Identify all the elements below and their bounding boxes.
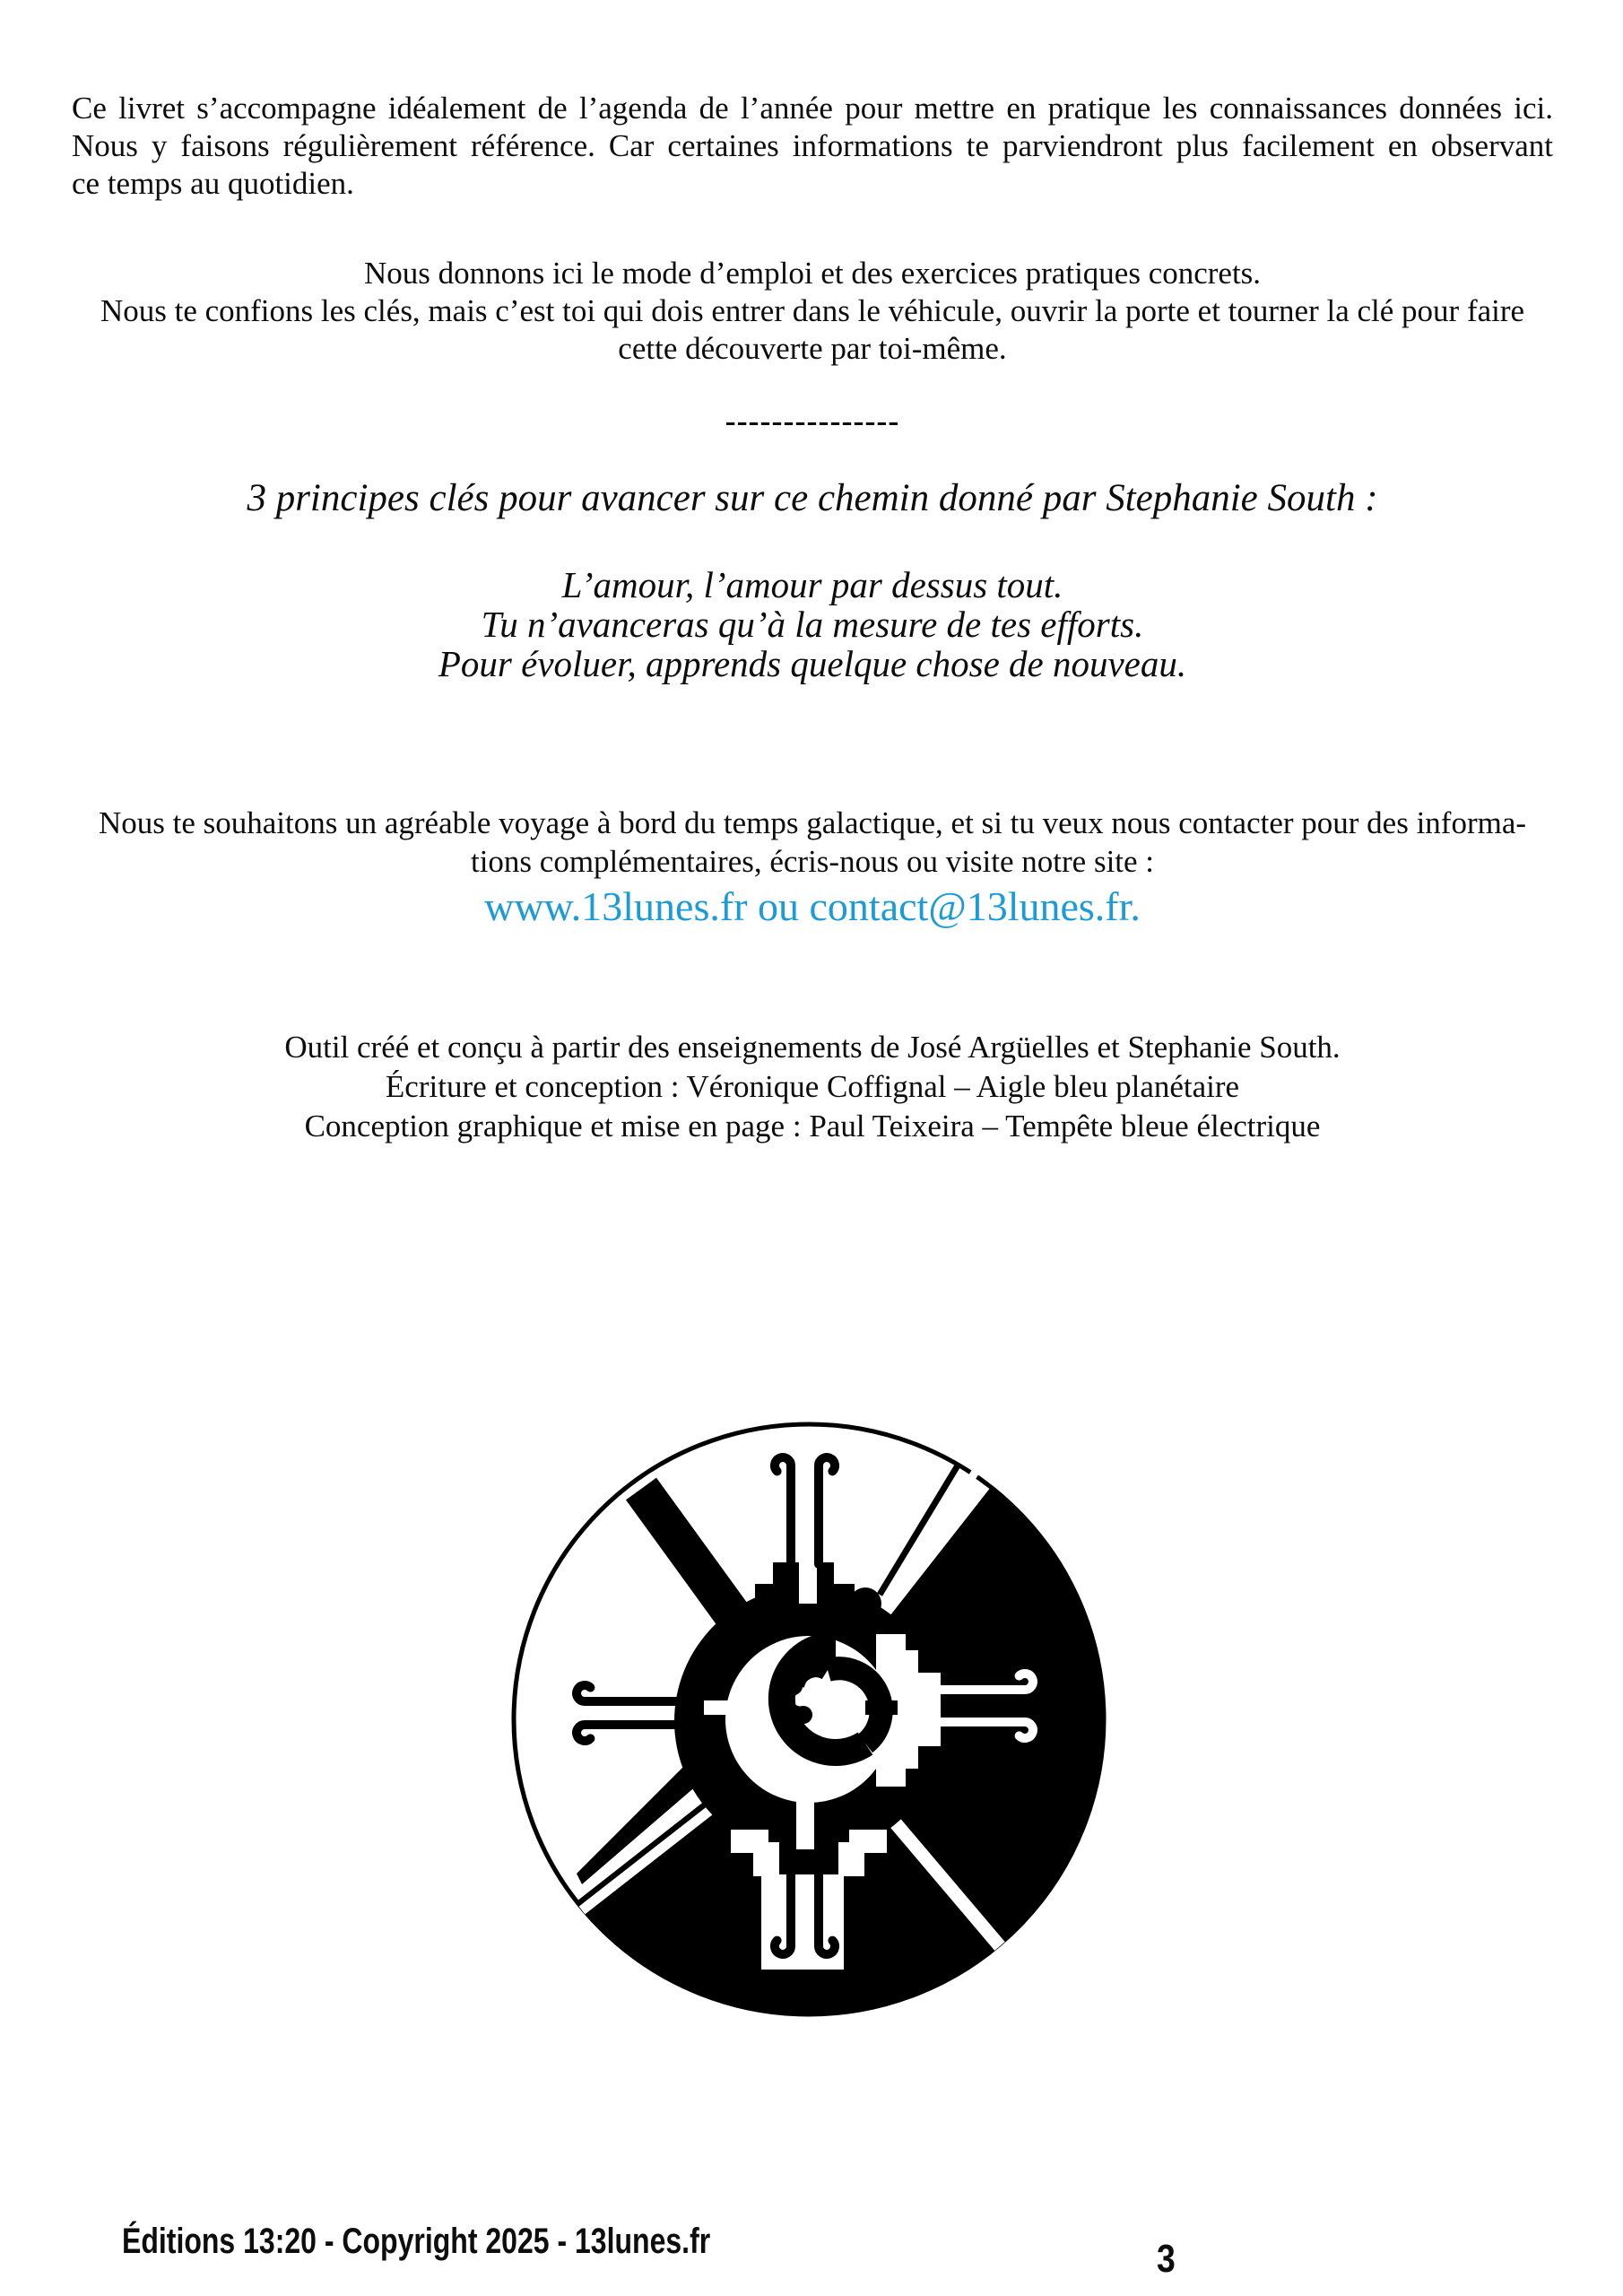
intro-line: Nous y faisons régulièrement référence. Car certaines informations te parviendront plus facilement en observant	[72, 128, 1553, 163]
intro-line: ce temps au quotidien.	[72, 166, 354, 201]
principles-list	[72, 565, 1553, 683]
hunab-ku-icon	[499, 1410, 1118, 2029]
principles-heading: 3 principes clés pour avancer sur ce chemin donné par Stephanie South :	[247, 477, 1378, 519]
principle-line: L’amour, l’amour par dessus tout.	[561, 564, 1063, 605]
website-email-link[interactable]: www.13lunes.fr ou contact@13lunes.fr.	[484, 883, 1141, 929]
dashed-separator: ---------------	[725, 403, 900, 439]
credits-line: Outil créé et conçu à partir des enseignements de José Argüelles et Stephanie South.	[284, 1030, 1341, 1065]
hunab-ku-logo	[499, 1410, 1118, 2029]
mode-emploi-paragraph	[72, 255, 1553, 368]
mode-emploi-line: Nous donnons ici le mode d’emploi et des exercices pratiques concrets.	[363, 256, 1262, 291]
footer-text: Éditions 13:20 - Copyright 2025 - 13lunes.fr	[122, 2222, 711, 2261]
contact-paragraph	[72, 804, 1553, 881]
principle-line: Tu n’avanceras qu’à la mesure de tes efforts.	[481, 604, 1144, 645]
contact-line: Nous te souhaitons un agréable voyage à bord du temps galactique, et si tu veux nous contacter pour des informa-	[98, 805, 1527, 840]
mode-emploi-line: Nous te confions les clés, mais c’est toi qui dois entrer dans le véhicule, ouvrir la porte et tourner la clé pour faire	[100, 293, 1525, 328]
credits-block	[72, 1028, 1553, 1146]
credits-line: Conception graphique et mise en page : Paul Teixeira – Tempête bleue électrique	[304, 1109, 1321, 1144]
footer-imprint	[122, 2222, 857, 2262]
mode-emploi-line: cette découverte par toi-même.	[618, 331, 1007, 366]
credits-line: Écriture et conception : Véronique Coffignal – Aigle bleu planétaire	[385, 1069, 1240, 1104]
intro-paragraph	[72, 90, 1553, 203]
principle-line: Pour évoluer, apprends quelque chose de nouveau.	[438, 643, 1187, 684]
intro-line: Ce livret s’accompagne idéalement de l’agenda de l’année pour mettre en pratique les connaissances données ici.	[72, 91, 1553, 126]
website-link-row	[72, 884, 1553, 929]
contact-line: tions complémentaires, écris-nous ou visite notre site :	[470, 844, 1155, 879]
page-number: 3	[1157, 2237, 1176, 2281]
